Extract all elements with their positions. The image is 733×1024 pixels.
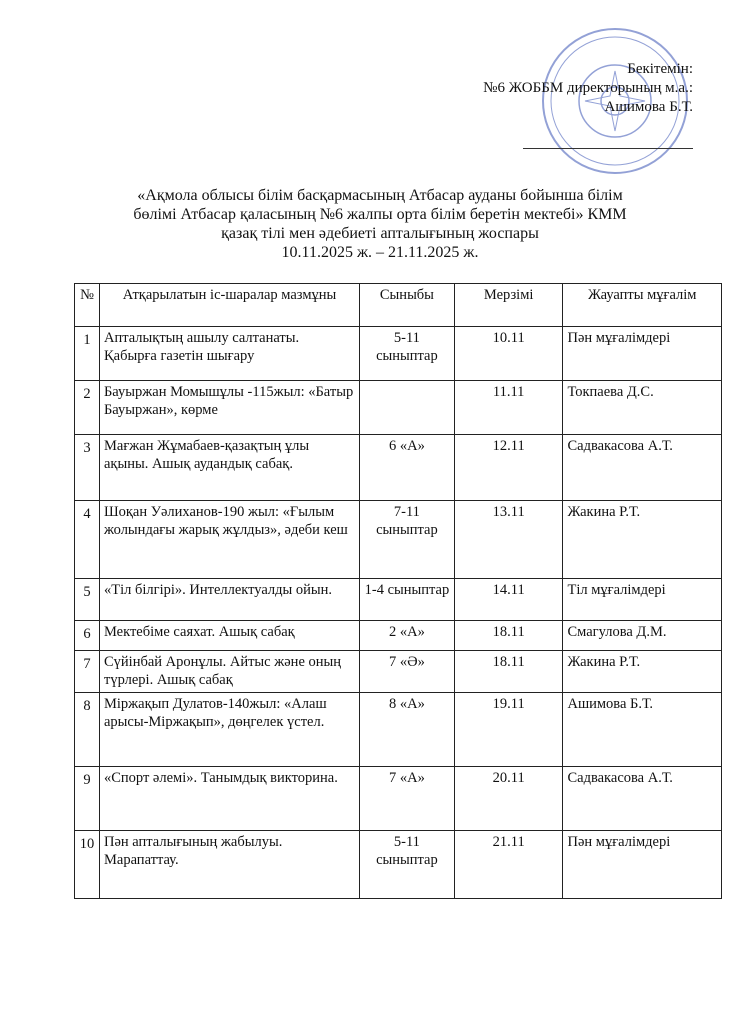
table-row bbox=[75, 579, 722, 621]
row-responsible: Тіл мұғалімдері bbox=[563, 579, 722, 621]
row-responsible: Токпаева Д.С. bbox=[563, 381, 722, 435]
approval-position: №6 ЖОББМ директорының м.а.: bbox=[483, 80, 693, 96]
row-date: 11.11 bbox=[454, 381, 563, 435]
title-line-3: қазақ тілі мен әдебиеті апталығының жоспары bbox=[221, 225, 539, 242]
row-class: 6 «А» bbox=[360, 435, 455, 501]
row-date: 18.11 bbox=[454, 621, 563, 651]
row-date: 20.11 bbox=[454, 767, 563, 831]
row-date: 14.11 bbox=[454, 579, 563, 621]
table-row bbox=[75, 435, 722, 501]
row-responsible: Пән мұғалімдері bbox=[563, 327, 722, 381]
row-number: 7 bbox=[75, 651, 100, 693]
title-line-1: «Ақмола облысы білім басқармасының Атбасар ауданы бойынша білім bbox=[137, 187, 623, 204]
row-number: 9 bbox=[75, 767, 100, 831]
row-class: 1-4 сыныптар bbox=[360, 579, 455, 621]
row-responsible: Жакина Р.Т. bbox=[563, 501, 722, 579]
row-date: 12.11 bbox=[454, 435, 563, 501]
document-title bbox=[120, 186, 640, 262]
row-class: 7 «А» bbox=[360, 767, 455, 831]
row-activity: Мектебіме саяхат. Ашық сабақ bbox=[99, 621, 359, 651]
plan-table bbox=[74, 283, 722, 899]
row-number: 3 bbox=[75, 435, 100, 501]
approval-block bbox=[433, 60, 693, 117]
row-class: 7 «Ә» bbox=[360, 651, 455, 693]
row-class: 2 «А» bbox=[360, 621, 455, 651]
row-class: 5-11 сыныптар bbox=[360, 831, 455, 899]
row-date: 21.11 bbox=[454, 831, 563, 899]
row-class: 5-11 сыныптар bbox=[360, 327, 455, 381]
row-activity: Бауыржан Момышұлы -115жыл: «Батыр Бауыржан», көрме bbox=[99, 381, 359, 435]
table-row bbox=[75, 381, 722, 435]
row-responsible: Ашимова Б.Т. bbox=[563, 693, 722, 767]
row-number: 4 bbox=[75, 501, 100, 579]
table-row bbox=[75, 651, 722, 693]
header-date: Мерзімі bbox=[454, 284, 563, 327]
row-activity: Шоқан Уәлиханов-190 жыл: «Ғылым жолындағы жарық жұлдыз», әдеби кеш bbox=[99, 501, 359, 579]
row-responsible: Смагулова Д.М. bbox=[563, 621, 722, 651]
approval-label: Бекітемін: bbox=[627, 61, 693, 77]
table-row bbox=[75, 767, 722, 831]
table-header-row bbox=[75, 284, 722, 327]
approval-name: Ашимова Б.Т. bbox=[604, 99, 693, 115]
row-number: 8 bbox=[75, 693, 100, 767]
row-class: 7-11 сыныптар bbox=[360, 501, 455, 579]
row-responsible: Жакина Р.Т. bbox=[563, 651, 722, 693]
row-number: 1 bbox=[75, 327, 100, 381]
row-responsible: Садвакасова А.Т. bbox=[563, 435, 722, 501]
row-activity: Мағжан Жұмабаев-қазақтың ұлы ақыны. Ашық аудандық сабақ. bbox=[99, 435, 359, 501]
signature-line bbox=[523, 148, 693, 149]
row-date: 19.11 bbox=[454, 693, 563, 767]
row-date: 10.11 bbox=[454, 327, 563, 381]
row-number: 2 bbox=[75, 381, 100, 435]
row-number: 10 bbox=[75, 831, 100, 899]
row-responsible: Садвакасова А.Т. bbox=[563, 767, 722, 831]
row-activity: Міржақып Дулатов-140жыл: «Алаш арысы-Міржақып», дөңгелек үстел. bbox=[99, 693, 359, 767]
table-row bbox=[75, 327, 722, 381]
row-class bbox=[360, 381, 455, 435]
row-activity: «Тіл білгірі». Интеллектуалды ойын. bbox=[99, 579, 359, 621]
row-number: 5 bbox=[75, 579, 100, 621]
row-responsible: Пән мұғалімдері bbox=[563, 831, 722, 899]
table-row bbox=[75, 693, 722, 767]
table-row bbox=[75, 831, 722, 899]
row-date: 13.11 bbox=[454, 501, 563, 579]
header-responsible: Жауапты мұғалім bbox=[563, 284, 722, 327]
header-number: № bbox=[75, 284, 100, 327]
row-activity: Сүйінбай Аронұлы. Айтыс және оның түрлері. Ашық сабақ bbox=[99, 651, 359, 693]
header-class: Сыныбы bbox=[360, 284, 455, 327]
row-number: 6 bbox=[75, 621, 100, 651]
title-line-2: бөлімі Атбасар қаласының №6 жалпы орта білім беретін мектебі» КММ bbox=[133, 206, 627, 223]
row-activity: Пән апталығының жабылуы. Марапаттау. bbox=[99, 831, 359, 899]
row-class: 8 «А» bbox=[360, 693, 455, 767]
row-activity: Апталықтың ашылу салтанаты. Қабырға газетін шығару bbox=[99, 327, 359, 381]
header-activity: Атқарылатын іс-шаралар мазмұны bbox=[99, 284, 359, 327]
table-row bbox=[75, 501, 722, 579]
table-row bbox=[75, 621, 722, 651]
row-date: 18.11 bbox=[454, 651, 563, 693]
row-activity: «Спорт әлемі». Танымдық викторина. bbox=[99, 767, 359, 831]
title-dates: 10.11.2025 ж. – 21.11.2025 ж. bbox=[281, 244, 479, 261]
